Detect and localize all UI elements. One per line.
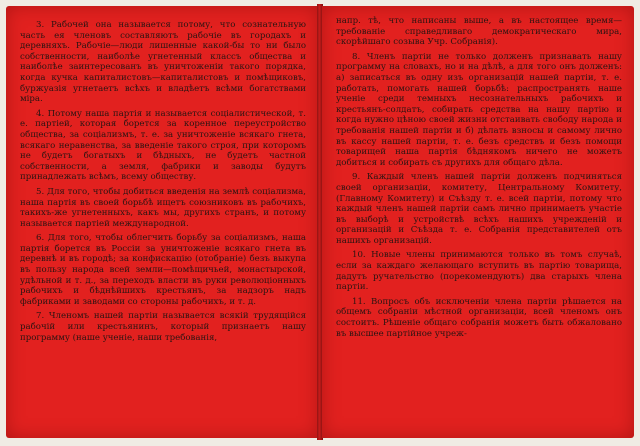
paragraph-3: 3. Рабочей она называется потому, что сознательную часть ея членовъ составляютъ рабочіе въ городахъ и деревняхъ. Рабочіе—люди лишенные какой-бы то ни было собственности, наиболѣе угнетенный классъ общества и наиболѣе заинтересованъ въ уничтоженіи такого порядка, когда кучка капиталистовъ—капиталистовъ и помѣщиковъ, буржуазія угнетаетъ всѣхъ и владѣетъ всѣми богатствами міра. [20, 20, 306, 105]
paragraph-4: 4. Потому наша партія и называется соціалистической, т. е. партіей, которая борется за коренное переустройство общества, за соціализмъ, т. е. за уничтоженіе всякаго гнета, всякаго неравенства, за введеніе такого строя, при которомъ не будетъ богатыхъ и бѣдныхъ, не будетъ частной собственности, а земля, фабрики и заводы будутъ принадлежать всѣмъ, всему обществу. [20, 108, 306, 183]
right-page-text [336, 16, 622, 432]
paragraph-9: 9. Каждый членъ нашей партіи долженъ подчиняться своей организаціи, комитету, Центральному Комитету, (Главному Комитету) и Съѣзду т. е. всей партіи, потому что каждый членъ нашей партіи самъ лично принимаетъ участіе въ выборѣ и устройствѣ всѣхъ нашихъ учрежденій и организацій и Съѣзда т. е. Собранія представителей отъ нашихъ организацій. [336, 172, 622, 246]
left-page [6, 6, 318, 438]
paragraph-7: 7. Членомъ нашей партіи называется всякій трудящійся рабочій или крестьянинъ, который признаетъ нашу программу (наше ученіе, наши требованія, [20, 311, 306, 343]
paragraph-8: 8. Членъ партіи не только долженъ признавать нашу программу на словахъ, но и на дѣлѣ, а для того онъ долженъ: а) записаться въ одну изъ организацій нашей партіи, т. е. работать, помогать нашей борьбѣ: распространять наше ученіе среди темныхъ несознательныхъ рабочихъ и крестьянъ-солдатъ, собирать средства на нашу партію и когда нужно цѣною своей жизни отстаивать свободу народа и требованія нашей партіи и б) дѣлать взносы и самому лично въ кассу нашей партіи, т. е. безъ средствъ и безъ помощи товарищей наша партія бѣднякомъ ничего не можетъ добиться и собирать съ другихъ для общаго дѣла. [336, 51, 622, 168]
right-page [322, 6, 634, 438]
paragraph-6: 6. Для того, чтобы облегчить борьбу за соціализмъ, наша партія борется въ Россіи за уничтоженіе всякаго гнета въ деревнѣ и въ городѣ; за конфискацію (отобраніе) безъ выкупа въ пользу народа всей земли—помѣщичьей, монастырской, удѣльной и т. д., за переходъ власти въ руки революціонныхъ рабочихъ и бѣднѣйшихъ крестьянъ, за надзоръ надъ фабриками и заводами со стороны рабочихъ, и т. д. [20, 233, 306, 307]
paragraph-10: 10. Новые члены принимаются только въ томъ случаѣ, если за каждаго желающаго вступить въ партію товарища, дадутъ ручательство (порекомендуютъ) два старыхъ члена партіи. [336, 250, 622, 293]
paragraph-7-continued: напр. тѣ, что написаны выше, а въ настоящее время—требованіе справедливаго демократическаго мира, скорѣйшаго созыва Учр. Собранія). [336, 16, 622, 48]
paragraph-5: 5. Для того, чтобы добиться введенія на землѣ соціализма, наша партія въ своей борьбѣ ищетъ союзниковъ въ рабочихъ, такихъ-же угнетенныхъ, какъ мы, другихъ странъ, и потому называется партіей международной. [20, 186, 306, 229]
paragraph-11: 11. Вопросъ объ исключеніи члена партіи рѣшается на общемъ собраніи мѣстной организаціи, всей членомъ онъ состоитъ. Рѣшеніе общаго собранія можетъ быть обжаловано въ высшее партійное учреж- [336, 296, 622, 339]
left-page-text [20, 20, 306, 432]
